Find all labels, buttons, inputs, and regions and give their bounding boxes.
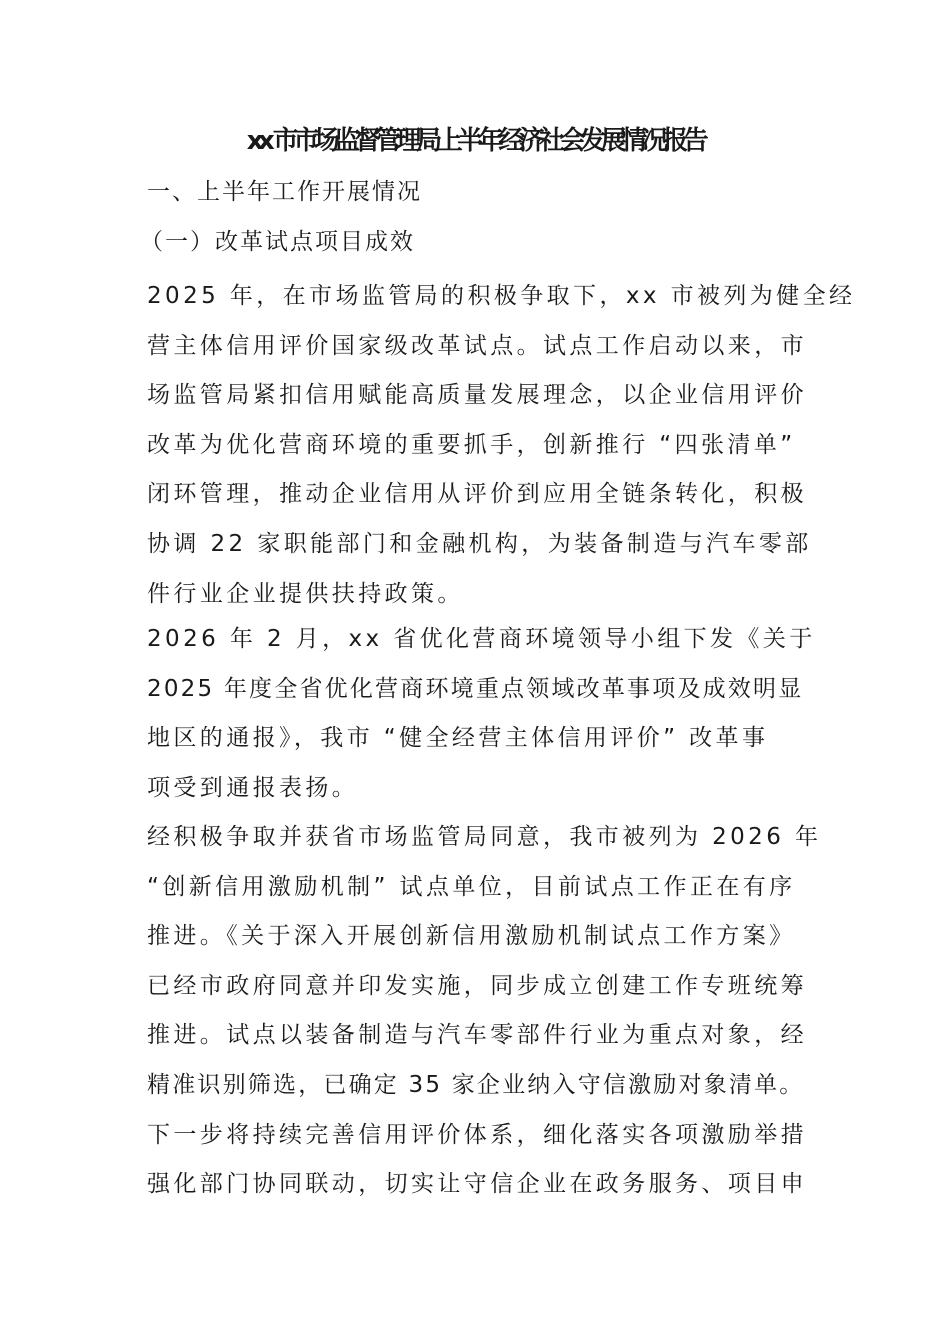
paragraph-line: 闭环管理，推动企业信用从评价到应用全链条转化，积极 [147,481,807,508]
paragraph-line: 强化部门协同联动，切实让守信企业在政务服务、项目申 [147,1171,807,1198]
paragraph-line: 项受到通报表扬。 [147,774,359,801]
paragraph-provincial-notice [147,615,837,813]
paragraph-line: 2025 年，在市场监管局的积极争取下，xx 市被列为健全经 [147,283,856,309]
section-heading: 一、上半年工作开展情况 [147,179,422,205]
paragraph-line: 下一步将持续完善信用评价体系，细化落实各项激励举措 [147,1121,807,1148]
paragraph-line: 地区的通报》，我市 “健全经营主体信用评价” 改革事 [147,725,769,752]
paragraph-line: 场监管局紧扣信用赋能高质量发展理念，以企业信用评价 [147,382,807,409]
paragraph-line: 协调 22 家职能部门和金融机构，为装备制造与汽车零部 [147,530,812,557]
document-title: xx 市市场监督管理局上半年经济社会发展情况报告 [246,126,704,156]
paragraph-line: 2025 年度全省优化营商环境重点领域改革事项及成效明显 [147,675,804,702]
paragraph-line: 经积极争取并获省市场监管局同意，我市被列为 2026 年 [147,824,822,850]
paragraph-line: 推进。《关于深入开展创新信用激励机制试点工作方案》 [147,923,796,950]
subsection-heading: （一）改革试点项目成效 [140,229,415,255]
paragraph-line: 已经市政府同意并印发实施，同步成立创建工作专班统筹 [147,972,807,999]
paragraph-line: 改革为优化营商环境的重要抓手，创新推行 “四张清单” [147,431,796,458]
paragraph-line: “创新信用激励机制” 试点单位，目前试点工作正在有序 [147,873,796,900]
paragraph-line: 件行业企业提供扶持政策。 [147,580,464,607]
paragraph-line: 营主体信用评价国家级改革试点。试点工作启动以来，市 [147,332,807,359]
paragraph-reform-pilot [147,272,856,619]
paragraph-credit-incentive [147,813,837,1210]
paragraph-line: 2026 年 2 月，xx 省优化营商环境领导小组下发《关于 [147,626,816,652]
paragraph-line: 推进。试点以装备制造与汽车零部件行业为重点对象，经 [147,1022,807,1049]
paragraph-line: 精准识别筛选，已确定 35 家企业纳入守信激励对象清单。 [147,1071,805,1098]
